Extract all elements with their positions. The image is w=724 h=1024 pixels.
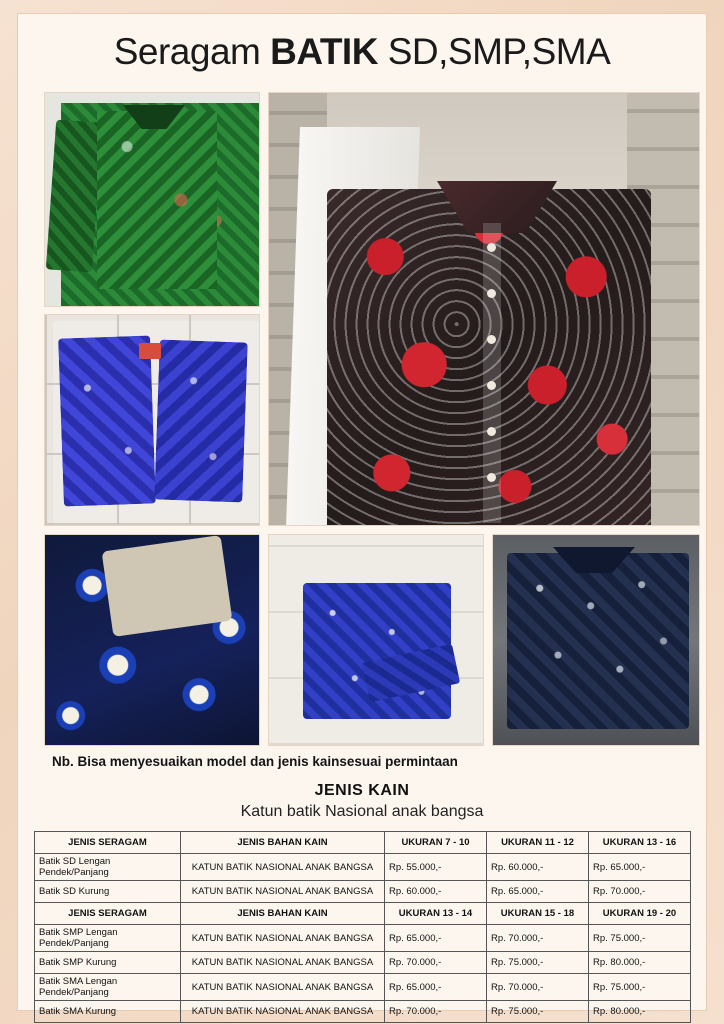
photo-blue-batik-flatlay — [44, 314, 260, 526]
price-table — [34, 831, 691, 1023]
row3-jenis-seragam: Batik SMP Lengan Pendek/Panjang — [35, 925, 181, 952]
table-row — [35, 925, 691, 952]
header-ukuran-7-10: UKURAN 7 - 10 — [385, 832, 487, 854]
photo-navy-batik-shirt — [492, 534, 700, 746]
shirt-button-5 — [487, 427, 496, 436]
row4-price-13-14: Rp. 70.000,- — [385, 952, 487, 974]
flatlay-red-tag — [139, 343, 161, 359]
header-jenis-bahan-kain-2: JENIS BAHAN KAIN — [181, 903, 385, 925]
row6-price-19-20: Rp. 80.000,- — [589, 1001, 691, 1023]
navy-batik-shirt-body — [507, 553, 689, 729]
row1-bahan-kain: KATUN BATIK NASIONAL ANAK BANGSA — [181, 854, 385, 881]
row2-bahan-kain: KATUN BATIK NASIONAL ANAK BANGSA — [181, 881, 385, 903]
title-part-seragam: Seragam — [113, 31, 271, 72]
row4-price-19-20: Rp. 80.000,- — [589, 952, 691, 974]
header-jenis-seragam-2: JENIS SERAGAM — [35, 903, 181, 925]
row1-jenis-seragam: Batik SD Lengan Pendek/Panjang — [35, 854, 181, 881]
row5-jenis-seragam: Batik SMA Lengan Pendek/Panjang — [35, 974, 181, 1001]
price-table-wrapper — [34, 831, 690, 1023]
flatlay-shirt-left — [58, 335, 156, 506]
row5-bahan-kain: KATUN BATIK NASIONAL ANAK BANGSA — [181, 974, 385, 1001]
table-row — [35, 881, 691, 903]
row2-price-11-12: Rp. 65.000,- — [487, 881, 589, 903]
header-ukuran-15-18: UKURAN 15 - 18 — [487, 903, 589, 925]
table-header-row-2 — [35, 903, 691, 925]
header-ukuran-11-12: UKURAN 11 - 12 — [487, 832, 589, 854]
shirt-button-1 — [487, 243, 496, 252]
shirt-button-6 — [487, 473, 496, 482]
table-row — [35, 974, 691, 1001]
shirt-button-2 — [487, 289, 496, 298]
row1-price-11-12: Rp. 60.000,- — [487, 854, 589, 881]
header-ukuran-13-16: UKURAN 13 - 16 — [589, 832, 691, 854]
table-row — [35, 854, 691, 881]
custom-order-note: Nb. Bisa menyesuaikan model dan jenis kainsesuai permintaan — [52, 754, 458, 769]
shirt-button-4 — [487, 381, 496, 390]
row1-price-7-10: Rp. 55.000,- — [385, 854, 487, 881]
row4-jenis-seragam: Batik SMP Kurung — [35, 952, 181, 974]
row4-price-15-18: Rp. 75.000,- — [487, 952, 589, 974]
row5-price-19-20: Rp. 75.000,- — [589, 974, 691, 1001]
table-row — [35, 1001, 691, 1023]
row6-jenis-seragam: Batik SMA Kurung — [35, 1001, 181, 1023]
row2-price-13-16: Rp. 70.000,- — [589, 881, 691, 903]
header-ukuran-13-14: UKURAN 13 - 14 — [385, 903, 487, 925]
royal-blue-folded-panel — [102, 535, 233, 637]
row4-bahan-kain: KATUN BATIK NASIONAL ANAK BANGSA — [181, 952, 385, 974]
table-header-row-1 — [35, 832, 691, 854]
row1-price-13-16: Rp. 65.000,- — [589, 854, 691, 881]
row3-price-15-18: Rp. 70.000,- — [487, 925, 589, 952]
photo-blue-folded-shirt — [268, 534, 484, 746]
row3-price-13-14: Rp. 65.000,- — [385, 925, 487, 952]
header-ukuran-19-20: UKURAN 19 - 20 — [589, 903, 691, 925]
row2-price-7-10: Rp. 60.000,- — [385, 881, 487, 903]
flatlay-shirt-right — [154, 340, 248, 503]
green-shirt-body — [97, 111, 217, 289]
title-part-levels: SD,SMP,SMA — [377, 31, 611, 72]
header-jenis-seragam-1: JENIS SERAGAM — [35, 832, 181, 854]
title-part-batik: BATIK — [270, 31, 378, 72]
row5-price-15-18: Rp. 70.000,- — [487, 974, 589, 1001]
row6-price-13-14: Rp. 70.000,- — [385, 1001, 487, 1023]
page-title — [18, 30, 706, 74]
row2-jenis-seragam: Batik SD Kurung — [35, 881, 181, 903]
row6-price-15-18: Rp. 75.000,- — [487, 1001, 589, 1023]
table-row — [35, 952, 691, 974]
row5-price-13-14: Rp. 65.000,- — [385, 974, 487, 1001]
shirt-button-3 — [487, 335, 496, 344]
row3-price-19-20: Rp. 75.000,- — [589, 925, 691, 952]
photo-royal-blue-batik — [44, 534, 260, 746]
photo-green-batik-shirt — [44, 92, 260, 307]
fabric-heading: JENIS KAIN — [314, 782, 410, 799]
header-jenis-bahan-kain-1: JENIS BAHAN KAIN — [181, 832, 385, 854]
row6-bahan-kain: KATUN BATIK NASIONAL ANAK BANGSA — [181, 1001, 385, 1023]
photo-red-batik-shirt — [268, 92, 700, 526]
fabric-subheading: Katun batik Nasional anak bangsa — [240, 803, 484, 820]
row3-bahan-kain: KATUN BATIK NASIONAL ANAK BANGSA — [181, 925, 385, 952]
poster-inner — [18, 14, 706, 1017]
